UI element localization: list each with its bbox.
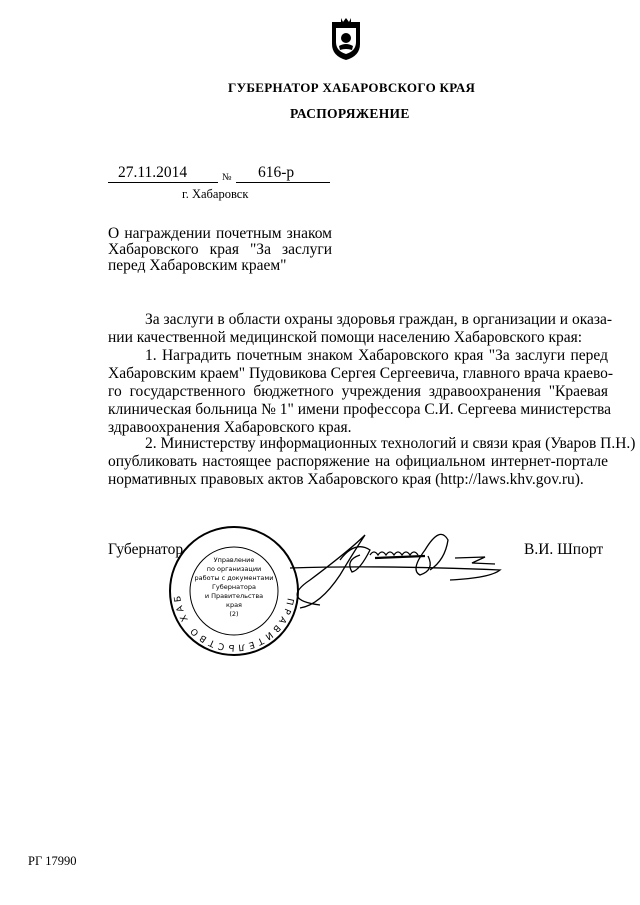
- signatory-position: Губернатор: [108, 541, 184, 558]
- document-date: 27.11.2014: [118, 164, 188, 181]
- registration-code: РГ 17990: [28, 854, 77, 868]
- coat-of-arms-emblem: [330, 18, 362, 62]
- svg-text:работы с документами: работы с документами: [194, 574, 274, 582]
- subject-line: О награждении почетным знаком: [108, 225, 332, 242]
- document-type: РАСПОРЯЖЕНИЕ: [290, 106, 410, 121]
- handwritten-signature: [260, 530, 520, 610]
- city: г. Хабаровск: [182, 187, 249, 201]
- body-line: клиническая больница № 1" имени профессора С.И. Сергеева министерства: [108, 401, 612, 418]
- subject-line: Хабаровского края "За заслуги: [108, 241, 332, 258]
- body-line: 1. Наградить почетным знаком Хабаровского края "За заслуги перед: [145, 347, 608, 364]
- svg-text:по организации: по организации: [206, 565, 262, 573]
- body-line: Хабаровским краем" Пудовикова Сергея Сергеевича, главного врача краево-: [108, 365, 614, 382]
- body-line: За заслуги в области охраны здоровья граждан, в организации и оказа-: [145, 311, 613, 328]
- signatory-name: В.И. Шпорт: [524, 541, 604, 558]
- number-underline: [236, 182, 330, 183]
- svg-text:Управление: Управление: [213, 556, 255, 564]
- stamp-ring-text: ПРАВИТЕЛЬСТВО ХАБ: [172, 591, 295, 653]
- subject-line: перед Хабаровским краем": [108, 257, 287, 274]
- number-sign: №: [222, 172, 232, 183]
- svg-text:Губернатора: Губернатора: [211, 583, 257, 591]
- document-number: 616-р: [258, 164, 295, 181]
- svg-text:(2): (2): [229, 610, 239, 618]
- svg-text:и Правительства: и Правительства: [204, 592, 264, 600]
- body-line: 2. Министерству информационных технологий и связи края (Уваров П.Н.): [145, 435, 636, 452]
- date-underline: [108, 182, 218, 183]
- body-line: го государственного бюджетного учреждения здравоохранения "Краевая: [108, 383, 608, 400]
- body-line: нии качественной медицинской помощи населению Хабаровского края:: [108, 329, 583, 346]
- body-line: здравоохранения Хабаровского края.: [108, 419, 352, 436]
- svg-text:края: края: [226, 601, 242, 609]
- body-line: опубликовать настоящее распоряжение на официальном интернет-портале: [108, 453, 608, 470]
- issuing-authority: ГУБЕРНАТОР ХАБАРОВСКОГО КРАЯ: [228, 80, 476, 95]
- body-line: нормативных правовых актов Хабаровского края (http://laws.khv.gov.ru).: [108, 471, 584, 488]
